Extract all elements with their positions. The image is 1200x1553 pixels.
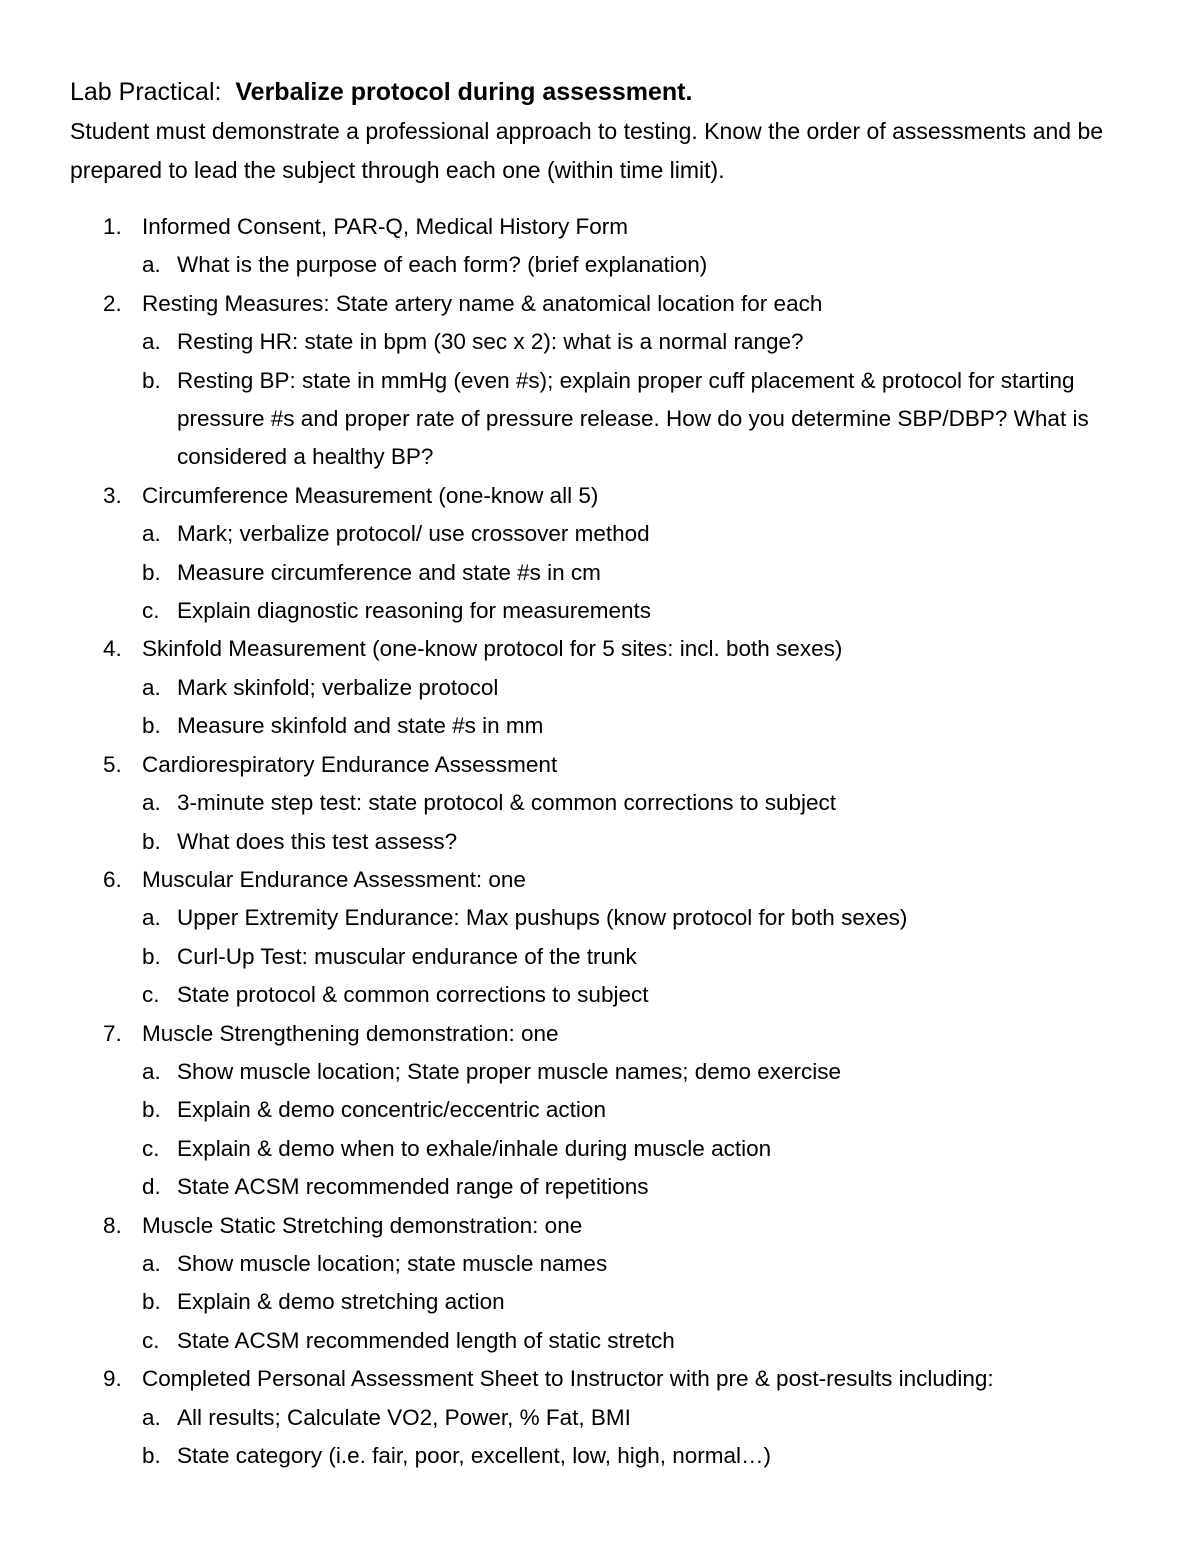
list-item xyxy=(70,630,1150,745)
sub-item-letter: a. xyxy=(142,1058,161,1084)
sub-list-item xyxy=(142,707,1150,745)
sub-item-letter: a. xyxy=(142,1250,161,1276)
sub-item-letter: b. xyxy=(142,828,161,854)
sub-list-item xyxy=(142,938,1150,976)
sub-list-item xyxy=(142,669,1150,707)
list-item xyxy=(70,285,1150,477)
sub-item-text: State ACSM recommended range of repetitions xyxy=(177,1174,649,1200)
list-item xyxy=(70,208,1150,285)
sub-list xyxy=(142,899,1150,1014)
sub-list-item xyxy=(142,1130,1150,1168)
sub-list-item xyxy=(142,1283,1150,1321)
document-title xyxy=(70,72,1150,112)
sub-item-letter: b. xyxy=(142,559,161,585)
list-item xyxy=(70,746,1150,861)
list-item xyxy=(70,1360,1150,1475)
sub-list-item xyxy=(142,1322,1150,1360)
list-item-text: Skinfold Measurement (one-know protocol for 5 sites: incl. both sexes) xyxy=(142,636,843,662)
title-prefix: Lab Practical: xyxy=(70,78,222,106)
sub-list xyxy=(142,246,1150,284)
sub-list xyxy=(142,515,1150,630)
list-item-text: Cardiorespiratory Endurance Assessment xyxy=(142,751,558,777)
sub-item-letter: b. xyxy=(142,1443,161,1468)
list-item-number: 2. xyxy=(103,290,122,316)
title-emphasis: Verbalize protocol during assessment. xyxy=(235,78,693,106)
sub-item-text: Resting HR: state in bpm (30 sec x 2): what is a normal range? xyxy=(177,329,804,355)
sub-item-text: Mark skinfold; verbalize protocol xyxy=(177,674,499,700)
sub-item-letter: a. xyxy=(142,521,161,547)
sub-item-text: State ACSM recommended length of static stretch xyxy=(177,1327,675,1353)
sub-list-item xyxy=(142,515,1150,553)
sub-item-text: State protocol & common corrections to subject xyxy=(177,982,649,1008)
sub-item-letter: b. xyxy=(142,367,161,393)
sub-list-item xyxy=(142,554,1150,592)
sub-list-item xyxy=(142,823,1150,861)
sub-list-item xyxy=(142,1399,1150,1437)
sub-list-item xyxy=(142,323,1150,361)
sub-item-text: Resting BP: state in mmHg (even #s); explain proper cuff placement & protocol for starting pressure #s and proper rate of pressure release. How do you determine SBP/DBP? What is considered a healthy BP? xyxy=(177,367,1089,470)
list-item xyxy=(70,477,1150,631)
sub-item-text: Upper Extremity Endurance: Max pushups (know protocol for both sexes) xyxy=(177,905,908,931)
sub-list-item xyxy=(142,976,1150,1014)
sub-item-text: State category (i.e. fair, poor, excellent, low, high, normal…) xyxy=(177,1443,772,1468)
sub-item-letter: d. xyxy=(142,1174,161,1200)
sub-item-letter: b. xyxy=(142,713,161,739)
sub-item-text: All results; Calculate VO2, Power, % Fat, BMI xyxy=(177,1404,631,1430)
sub-list xyxy=(142,1399,1150,1476)
sub-list-item xyxy=(142,362,1150,477)
sub-item-letter: a. xyxy=(142,905,161,931)
list-item-number: 3. xyxy=(103,482,122,508)
sub-list xyxy=(142,323,1150,477)
sub-list-item xyxy=(142,1245,1150,1283)
sub-item-letter: c. xyxy=(142,1135,160,1161)
sub-item-text: What does this test assess? xyxy=(177,828,458,854)
sub-item-letter: a. xyxy=(142,674,161,700)
sub-item-text: What is the purpose of each form? (brief explanation) xyxy=(177,252,708,278)
sub-list-item xyxy=(142,1168,1150,1206)
sub-item-text: Explain & demo concentric/eccentric action xyxy=(177,1097,606,1123)
sub-item-text: 3-minute step test: state protocol & common corrections to subject xyxy=(177,790,837,816)
list-item-number: 8. xyxy=(103,1212,122,1238)
list-item-text: Circumference Measurement (one-know all 5) xyxy=(142,482,599,508)
sub-list-item xyxy=(142,1091,1150,1129)
sub-item-text: Mark; verbalize protocol/ use crossover method xyxy=(177,521,650,547)
sub-list xyxy=(142,784,1150,861)
intro-paragraph: Student must demonstrate a professional approach to testing. Know the order of assessments and be prepared to lead the subject through each one (within time limit). xyxy=(70,118,1104,183)
sub-item-letter: b. xyxy=(142,1289,161,1315)
sub-list-item xyxy=(142,1053,1150,1091)
sub-list-item xyxy=(142,784,1150,822)
sub-item-text: Show muscle location; State proper muscle names; demo exercise xyxy=(177,1058,842,1084)
list-item-text: Muscle Static Stretching demonstration: one xyxy=(142,1212,583,1238)
list-item xyxy=(70,1015,1150,1207)
list-item xyxy=(70,1207,1150,1361)
list-item-number: 6. xyxy=(103,866,122,892)
sub-item-letter: a. xyxy=(142,790,161,816)
sub-item-letter: a. xyxy=(142,1404,161,1430)
list-item-text: Completed Personal Assessment Sheet to Instructor with pre & post-results including: xyxy=(142,1366,994,1392)
sub-item-letter: b. xyxy=(142,943,161,969)
sub-list xyxy=(142,669,1150,746)
list-item-number: 9. xyxy=(103,1366,122,1392)
sub-item-text: Curl-Up Test: muscular endurance of the trunk xyxy=(177,943,637,969)
sub-item-letter: c. xyxy=(142,598,160,624)
sub-list-item xyxy=(142,899,1150,937)
list-item-number: 4. xyxy=(103,636,122,662)
sub-list-item xyxy=(142,246,1150,284)
sub-list-item xyxy=(142,1437,1150,1475)
assessment-list xyxy=(70,208,1150,1475)
sub-item-text: Measure skinfold and state #s in mm xyxy=(177,713,544,739)
sub-item-text: Explain & demo stretching action xyxy=(177,1289,505,1315)
sub-list xyxy=(142,1053,1150,1207)
list-item-text: Muscle Strengthening demonstration: one xyxy=(142,1020,559,1046)
list-item-text: Informed Consent, PAR-Q, Medical History Form xyxy=(142,214,628,239)
list-item-text: Muscular Endurance Assessment: one xyxy=(142,866,526,892)
sub-item-letter: a. xyxy=(142,329,161,355)
sub-list-item xyxy=(142,592,1150,630)
list-item xyxy=(70,861,1150,1015)
sub-item-letter: b. xyxy=(142,1097,161,1123)
list-item-number: 5. xyxy=(103,751,122,777)
sub-item-text: Show muscle location; state muscle names xyxy=(177,1250,608,1276)
sub-list xyxy=(142,1245,1150,1360)
list-item-number: 7. xyxy=(103,1020,122,1046)
document-page xyxy=(70,72,1150,1475)
sub-item-letter: c. xyxy=(142,1327,160,1353)
sub-item-text: Measure circumference and state #s in cm xyxy=(177,559,601,585)
sub-item-letter: a. xyxy=(142,252,161,278)
sub-item-text: Explain diagnostic reasoning for measurements xyxy=(177,598,652,624)
sub-item-letter: c. xyxy=(142,982,160,1008)
list-item-number: 1. xyxy=(103,214,122,239)
sub-item-text: Explain & demo when to exhale/inhale during muscle action xyxy=(177,1135,772,1161)
list-item-text: Resting Measures: State artery name & anatomical location for each xyxy=(142,290,823,316)
